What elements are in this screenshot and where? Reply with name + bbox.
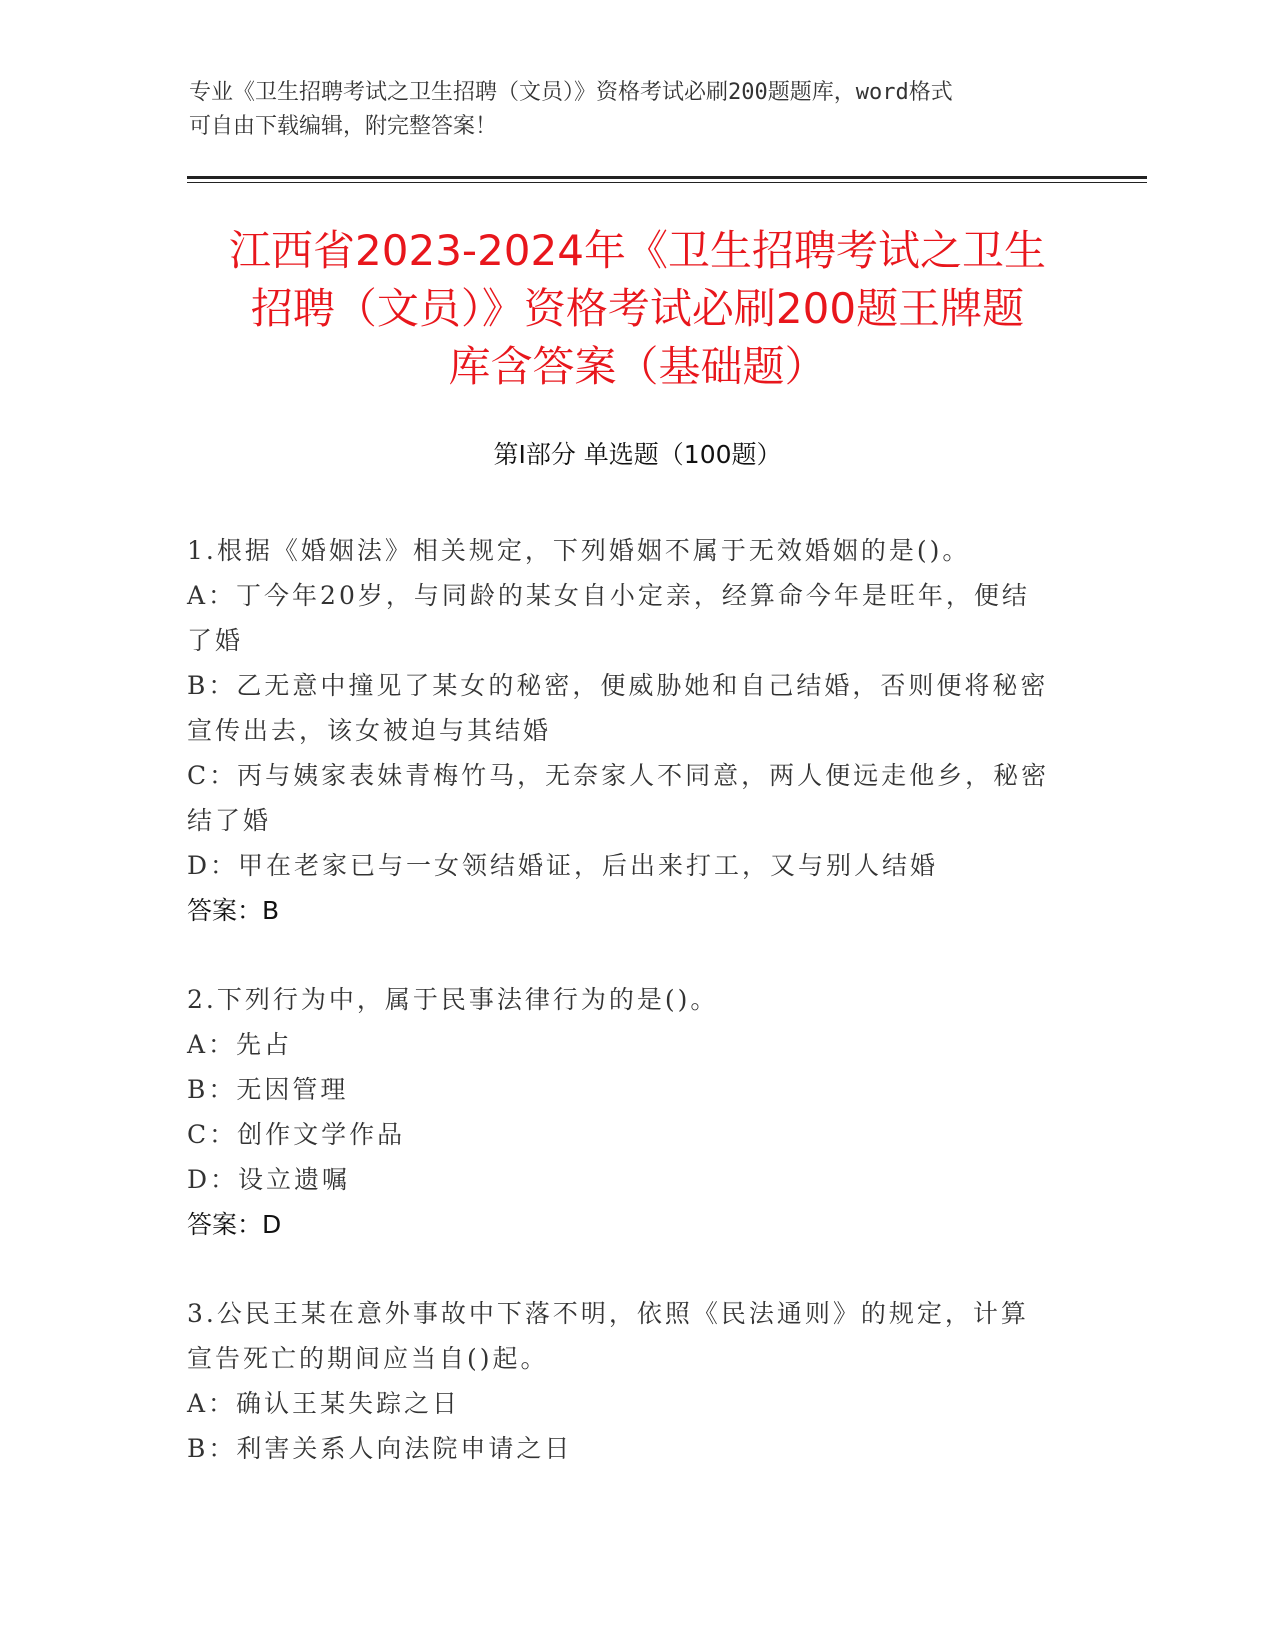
option-c-continued: 结了婚	[187, 806, 272, 835]
option-b: B：利害关系人向法院申请之日	[187, 1434, 573, 1463]
answer: 答案：D	[187, 1210, 282, 1239]
option-a-continued: 了婚	[187, 626, 244, 655]
document-title-line: 江西省2023-2024年《卫生招聘考试之卫生	[229, 226, 1046, 275]
document-title	[180, 222, 1095, 396]
header-divider-thin	[187, 182, 1147, 183]
question-2	[187, 977, 1067, 1247]
option-b: B：无因管理	[187, 1075, 349, 1104]
question-1	[187, 528, 1067, 933]
question-stem: 1.根据《婚姻法》相关规定，下列婚姻不属于无效婚姻的是()。	[187, 536, 971, 565]
option-b: B：乙无意中撞见了某女的秘密，便威胁她和自己结婚，否则便将秘密	[187, 671, 1049, 700]
header-note-line: 专业《卫生招聘考试之卫生招聘（文员）》资格考试必刷200题题库，word格式	[189, 80, 953, 105]
option-c: C：创作文学作品	[187, 1120, 406, 1149]
option-a: A：先占	[187, 1030, 293, 1059]
question-3	[187, 1291, 1067, 1471]
header-note-line: 可自由下载编辑，附完整答案！	[189, 114, 498, 139]
header-divider-thick	[187, 176, 1147, 179]
option-b-continued: 宣传出去，该女被迫与其结婚	[187, 716, 552, 745]
option-a: A：确认王某失踪之日	[187, 1389, 461, 1418]
option-a: A：丁今年20岁，与同龄的某女自小定亲，经算命今年是旺年，便结	[187, 581, 1030, 610]
question-stem-continued: 宣告死亡的期间应当自()起。	[187, 1344, 549, 1373]
option-c: C：丙与姨家表妹青梅竹马，无奈家人不同意，两人便远走他乡，秘密	[187, 761, 1050, 790]
option-d: D：设立遗嘱	[187, 1165, 351, 1194]
document-title-line: 招聘（文员）》资格考试必刷200题王牌题	[250, 284, 1025, 333]
question-stem: 2.下列行为中，属于民事法律行为的是()。	[187, 985, 719, 1014]
section-title: 第Ⅰ部分 单选题（100题）	[493, 440, 782, 469]
question-stem: 3.公民王某在意外事故中下落不明，依照《民法通则》的规定，计算	[187, 1299, 1029, 1328]
option-d: D：甲在老家已与一女领结婚证，后出来打工，又与别人结婚	[187, 851, 939, 880]
header-note	[189, 76, 1069, 144]
answer: 答案：B	[187, 896, 280, 925]
document-title-line: 库含答案（基础题）	[448, 342, 827, 391]
question-list	[187, 528, 1067, 1515]
